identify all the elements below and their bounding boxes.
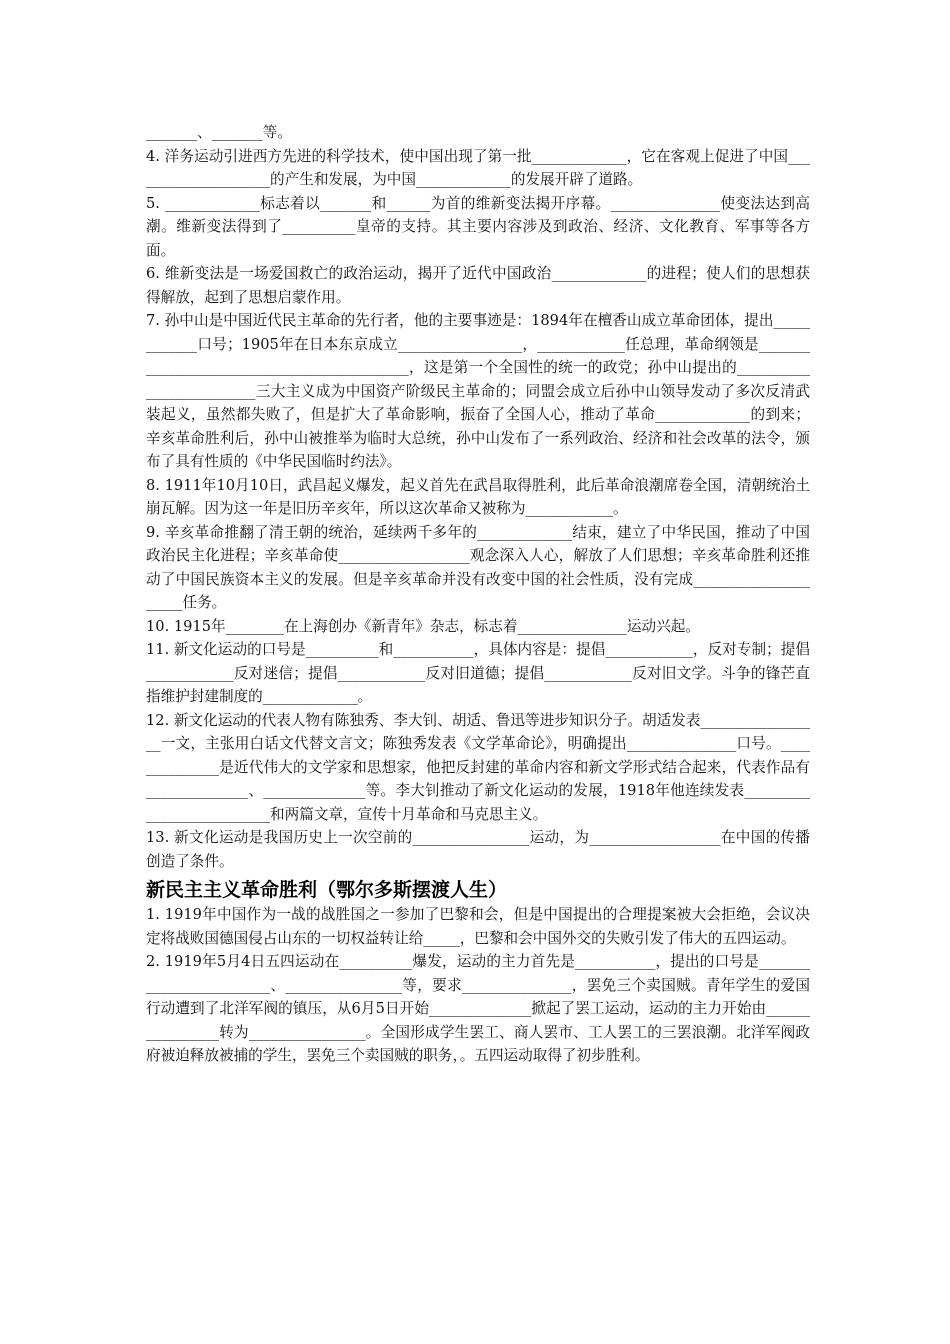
section-heading: 新民主主义革命胜利（鄂尔多斯摆渡人生） [146, 879, 508, 901]
paragraph-4: 4. 洋务运动引进西方先进的科学技术，使中国出现了第一批_____________，它在客观上促进了中国____________________的产生和发展，为中国_____________的发展开辟了道路。 [146, 147, 810, 188]
paragraph-11: 11. 新文化运动的口号是__________和___________，具体内容是：提倡____________，反对专制；提倡____________反对迷信；提倡____________反对旧道德；提倡____________反对旧文学。斗争的锋芒直指维护封建制度的_____________。 [146, 641, 810, 705]
paragraph-13: 13. 新文化运动是我国历史上一次空前的________________运动，为__________________在中国的传播创造了条件。 [146, 829, 810, 870]
paragraph-3-tail: _______、_______等。 [146, 124, 292, 141]
paragraph-10: 10. 1915年________在上海创办《新青年》杂志，标志着_______________运动兴起。 [146, 617, 700, 635]
section2-paragraph-1: 1. 1919年中国作为一战的战胜国之一参加了巴黎和会，但是中国提出的合理提案被大会拒绝，会议决定将战败国德国侵占山东的一切权益转让给_____，巴黎和会中国外交的失败引发了伟大的五四运动。 [146, 906, 810, 947]
paragraph-9: 9. 辛亥革命推翻了清王朝的统治，延续两千多年的_____________结束，建立了中华民国，推动了中国政治民主化进程；辛亥革命使__________________观念深入人心，解放了人们思想；辛亥革命胜利还推动了中国民族资本主义的发展。但是辛亥革命并没有改变中国的社会性质，没有完成_____________________任务。 [146, 523, 810, 611]
paragraph-12: 12. 新文化运动的代表人物有陈独秀、李大钊、胡适、鲁迅等进步知识分子。胡适发表_________________一文，主张用白话文代替文言文；陈独秀发表《文学革命论》，明确提出_______________口号。______________是近代伟大的文学家和思想家，他把反封建的革命内容和新文学形式结合起来，代表作品有______________、______________等。李大钊推动了新文化运动的发展，1918年他连续发表__________________________和两篇文章，宣传十月革命和马克思主义。 [146, 711, 810, 823]
paragraph-5: 5. _____________标志着以_______和______为首的维新变法揭开序幕。_______________使变法达到高潮。维新变法得到了__________皇帝的支持。其主要内容涉及到政治、经济、文化教育、军事等各方面。 [146, 194, 810, 259]
document-page [146, 121, 810, 1068]
paragraph-7: 7. 孙中山是中国近代民主革命的先行者，他的主要事迹是：1894年在檀香山成立革命团体，提出____________口号；1905年在日本东京成立_________________，____________任总理，革命纲领是___________________________________________，这是第一个全国性的统一的政党；孙中山提出的_________________________三大主义成为中国资产阶级民主革命的；同盟会成立后孙中山领导发动了多次反清武装起义，虽然都失败了，但是扩大了革命影响，振奋了全国人心，推动了革命_____________的到来；辛亥革命胜利后，孙中山被推举为临时大总统，孙中山发布了一系列政治、经济和社会改革的法令，颁布了具有性质的《中华民国临时约法》。 [146, 312, 810, 470]
paragraph-8: 8. 1911年10月10日，武昌起义爆发，起义首先在武昌取得胜利，此后革命浪潮席卷全国，清朝统治土崩瓦解。因为这一年是旧历辛亥年，所以这次革命又被称为____________。 [146, 476, 810, 517]
section2-paragraph-2: 2. 1919年5月4日五四运动在__________爆发，运动的主力首先是___________，提出的口号是________________________、________________等，要求_______________，罢免三个卖国贼。青年学生的爱国行动遭到了北洋军阀的镇压，从6月5日开始______________掀起了罢工运动，运动的主力开始由________________转为________________。全国形成学生罢工、商人罢市、工人罢工的三罢浪潮。北洋军阀政府被迫释放被捕的学生，罢免三个卖国贼的职务，。五四运动取得了初步胜利。 [146, 953, 810, 1064]
paragraph-6: 6. 维新变法是一场爱国救亡的政治运动，揭开了近代中国政治_____________的进程；使人们的思想获得解放，起到了思想启蒙作用。 [146, 265, 810, 306]
